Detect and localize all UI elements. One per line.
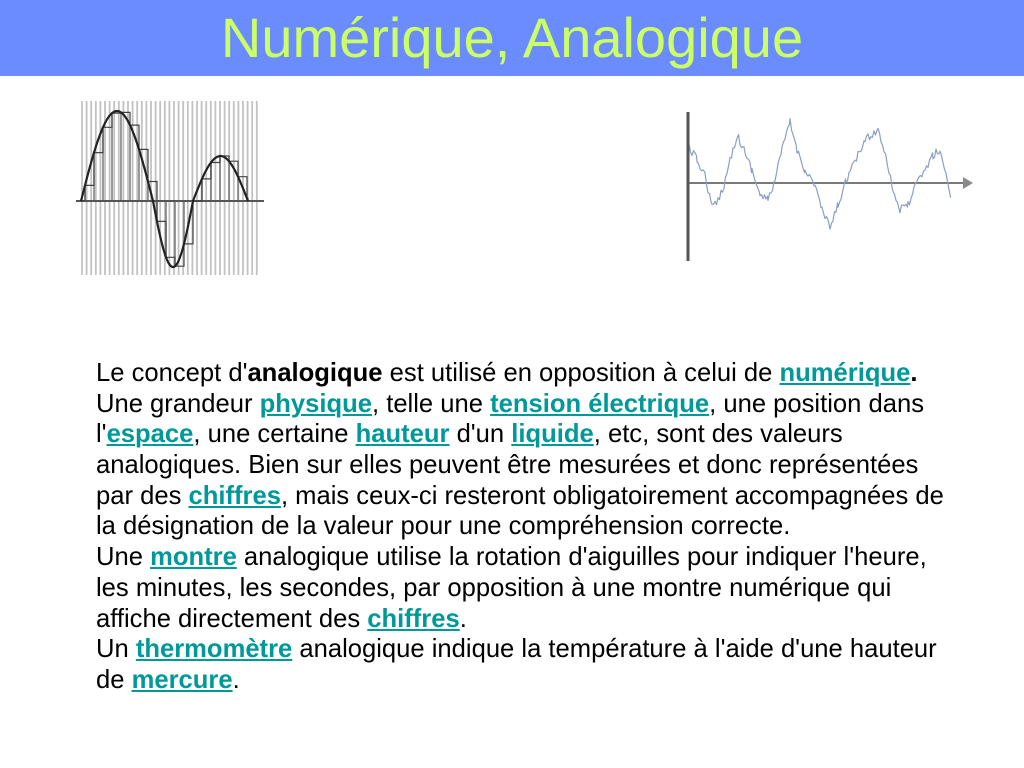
text-segment: est utilisé en opposition à celui de xyxy=(382,359,780,387)
link-chiffres[interactable]: chiffres xyxy=(188,481,281,510)
text-line xyxy=(96,573,944,604)
text-segment: Le concept d' xyxy=(96,359,248,387)
text-line xyxy=(96,481,944,512)
text-segment: , une position dans xyxy=(709,389,924,418)
link-tension-electrique[interactable]: tension électrique xyxy=(490,389,710,418)
paragraph xyxy=(96,542,944,634)
bold-term: analogique xyxy=(247,359,383,387)
text-segment: l' xyxy=(96,420,107,449)
bold-term: . xyxy=(910,359,918,387)
paragraph xyxy=(96,634,944,695)
link-thermometre[interactable]: thermomètre xyxy=(135,635,293,664)
text-line xyxy=(96,634,944,665)
text-segment: , une certaine xyxy=(193,420,356,449)
text-line xyxy=(96,419,944,450)
text-line xyxy=(96,665,944,696)
analog-waveform xyxy=(689,119,951,230)
analog-signal-figure xyxy=(680,105,980,267)
text-segment: par des xyxy=(96,481,189,510)
link-hauteur[interactable]: hauteur xyxy=(355,420,450,449)
text-segment: analogiques. Bien sur elles peuvent être mesurées et donc représentées xyxy=(96,451,919,480)
axis-arrowhead xyxy=(963,177,973,189)
text-segment: , etc, sont des valeurs xyxy=(593,420,843,449)
text-segment: Un xyxy=(96,635,136,664)
link-chiffres[interactable]: chiffres xyxy=(367,604,460,633)
digital-signal-figure xyxy=(76,98,266,280)
text-segment: . xyxy=(232,665,240,694)
text-segment: d'un xyxy=(449,420,512,449)
text-line xyxy=(96,511,944,542)
link-liquide[interactable]: liquide xyxy=(511,420,594,449)
text-segment: analogique utilise la rotation d'aiguilles pour indiquer l'heure, xyxy=(236,543,927,572)
body-text xyxy=(96,358,944,696)
text-line xyxy=(96,358,944,389)
link-mercure[interactable]: mercure xyxy=(131,665,233,694)
text-segment: de xyxy=(96,665,132,694)
text-segment: analogique indique la température à l'aide d'une hauteur xyxy=(292,635,937,664)
link-numerique[interactable]: numérique xyxy=(779,359,911,387)
text-line xyxy=(96,389,944,420)
slide-title: Numérique, Analogique xyxy=(220,6,804,69)
text-segment: . xyxy=(459,604,467,633)
text-segment: Une grandeur xyxy=(96,389,260,418)
text-segment: la désignation de la valeur pour une compréhension correcte. xyxy=(96,512,791,541)
text-segment: , mais ceux-ci resteront obligatoirement accompagnées de xyxy=(280,481,944,510)
link-montre[interactable]: montre xyxy=(150,543,237,572)
text-segment: , telle une xyxy=(371,389,491,418)
text-segment: affiche directement des xyxy=(96,604,368,633)
link-physique[interactable]: physique xyxy=(259,389,372,418)
text-segment: les minutes, les secondes, par opposition à une montre numérique qui xyxy=(96,573,892,602)
paragraph xyxy=(96,358,944,542)
text-line xyxy=(96,542,944,573)
text-line xyxy=(96,450,944,481)
link-espace[interactable]: espace xyxy=(106,420,194,449)
text-segment: Une xyxy=(96,543,151,572)
text-line xyxy=(96,604,944,635)
